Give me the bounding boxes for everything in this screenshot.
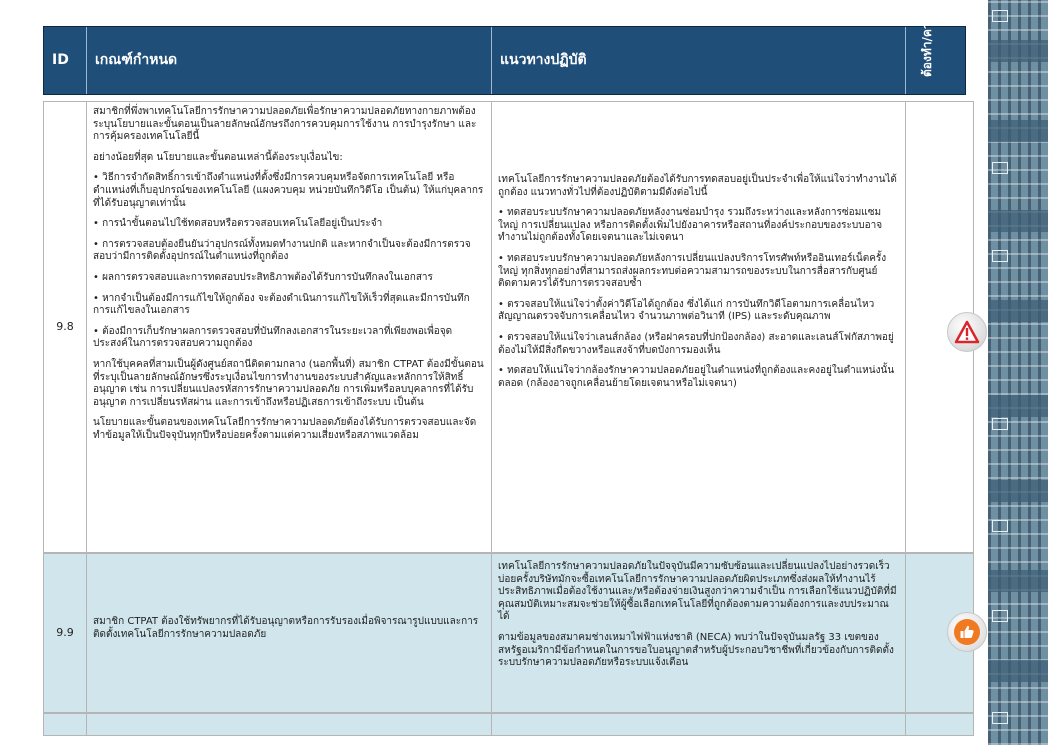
criteria-text: สมาชิกที่พึ่งพาเทคโนโลยีการรักษาความปลอดภัยเพื่อรักษาความปลอดภัยทางกายภาพต้องระบุนโยบายและขั้นตอนเป็นลายลักษณ์อักษรถึงการควบคุมการใช้งาน การบำรุงรักษา และการคุ้มครองเทคโนโลยีนี้ (93, 106, 477, 143)
decorative-side-strip (988, 0, 1048, 745)
criteria-text: • หากจำเป็นต้องมีการแก้ไขให้ถูกต้อง จะต้องดำเนินการแก้ไขให้เร็วที่สุดและมีการบันทึกการแก้ไขลงในเอกสาร (93, 292, 470, 317)
action-cell (906, 102, 973, 552)
table-row (43, 101, 974, 553)
criteria-text: หากใช้บุคคลที่สามเป็นผู้ดังศูนย์สถานีติดตามกลาง (นอกพื้นที่) สมาชิก CTPAT ต้องมีขั้นตอนที่ระบุเป็นลายลักษณ์อักษรซึ่งระบุเงื่อนไขการทำงานของระบบสำคัญและหลักการให้สิทธิ์อนุญาต เช่น การเปลี่ยนแปลงรหัสการรักษาความปลอดภัย การเพิ่มหรือลบบุคลากรที่ได้รับอนุญาต การเปลี่ยนรหัสผ่าน และการเข้าถึงหรือปฏิเสธการเข้าถึงระบบ เป็นต้น (93, 358, 484, 408)
guidance-text: ตามข้อมูลของสมาคมช่างเหมาไฟฟ้าแห่งชาติ (NECA) พบว่าในปัจจุบันมลรัฐ 33 เขตของสหรัฐอเมริกามีข้อกำหนดในการขอใบอนุญาตสำหรับผู้ประกอบวิชาชีพที่เกี่ยวข้องกับการติดตั้งระบบรักษาความปลอดภัยหรือระบบแจ้งเตือน (498, 631, 894, 669)
criteria-text: สมาชิก CTPAT ต้องใช้ทรัพยากรที่ได้รับอนุญาตหรือการรับรองเมื่อพิจารณารูปแบบและการติดตั้งเทคโนโลยีการรักษาความปลอดภัย (93, 616, 479, 640)
header-criteria: เกณฑ์กำหนด (87, 27, 492, 94)
guidance-cell (492, 554, 906, 712)
header-action (906, 1, 965, 94)
criteria-text: อย่างน้อยที่สุด นโยบายและขั้นตอนเหล่านี้ต้องระบุเงื่อนไข: (93, 151, 343, 163)
table-header (43, 1, 966, 95)
guidance-cell (492, 102, 906, 552)
warning-triangle-icon (947, 312, 987, 352)
header-id: ID (44, 27, 87, 94)
criteria-cell (87, 102, 492, 552)
row-id-empty (44, 714, 87, 735)
action-cell (906, 554, 973, 712)
criteria-text: • ต้องมีการเก็บรักษาผลการตรวจสอบที่บันทึกลงเอกสารในระยะเวลาที่เพียงพอเพื่อจุดประสงค์ในการตรวจสอบความถูกต้อง (93, 325, 453, 350)
row-id: 9.8 (44, 102, 87, 552)
guidance-text: • ทดสอบระบบรักษาความปลอดภัยหลังการเปลี่ยนแปลงบริการโทรศัพท์หรืออินเทอร์เน็ตครั้งใหญ่ ทุกสิ่งทุกอย่างที่สามารถส่งผลกระทบต่อความสามารถของระบบในการสื่อสารกับศูนย์ติดตามควรได้รับการตรวจสอบซ้ำ (498, 252, 887, 290)
criteria-text: • การนำขั้นตอนไปใช้ทดสอบหรือตรวจสอบเทคโนโลยีอยู่เป็นประจำ (93, 218, 383, 230)
row-id: 9.9 (44, 554, 87, 712)
guidance-text: เทคโนโลยีการรักษาความปลอดภัยในปัจจุบันมีความซับซ้อนและเปลี่ยนแปลงไปอย่างรวดเร็ว บ่อยครั้งบริษัทมักจะซื้อเทคโนโลยีการรักษาความปลอดภัยผิดประเภทซึ่งส่งผลให้ทำงานไร้ประสิทธิภาพเมื่อต้องใช้งานและ/หรือต้องจ่ายเงินสูงกว่าความจำเป็น การเลือกใช้แนวปฏิบัติที่มีคุณสมบัติเหมาะสมจะช่วยให้ผู้ซื้อเลือกเทคโนโลยีที่ถูกต้องตามความต้องการและงบประมาณได้ (498, 561, 897, 623)
guidance-text: • ทดสอบให้แน่ใจว่ากล้องรักษาความปลอดภัยอยู่ในตำแหน่งที่ถูกต้องและคงอยู่ในตำแหน่งนั้นตลอด (กล้องอาจถูกเคลื่อนย้ายโดยเจตนาหรือไม่เจตนา) (498, 365, 895, 389)
criteria-text: • ผลการตรวจสอบและการทดสอบประสิทธิภาพต้องได้รับการบันทึกลงในเอกสาร (93, 271, 433, 283)
header-guidance: แนวทางปฏิบัติ (492, 27, 906, 94)
criteria-cell (87, 554, 492, 712)
criteria-cell-empty (87, 714, 492, 735)
criteria-text: นโยบายและขั้นตอนของเทคโนโลยีการรักษาความปลอดภัยต้องได้รับการตรวจสอบและจัดทำข้อมูลให้เป็นปัจจุบันทุกปีหรือบ่อยครั้งตามแต่ความเสี่ยงหรือสภาพแวดล้อม (93, 417, 477, 441)
criteria-text: • วิธีการจำกัดสิทธิ์การเข้าถึงตำแหน่งที่ตั้งซึ่งมีการควบคุมหรือจัดการเทคโนโลยี หรือตำแหน่งที่เก็บอุปกรณ์ของเทคโนโลยี (แผงควบคุม หน่วยบันทึกวิดีโอ เป็นต้น) ให้แก่บุคลากรที่ได้รับอนุญาตเท่านั้น (93, 172, 484, 209)
guidance-text: • ทดสอบระบบรักษาความปลอดภัยหลังงานซ่อมบำรุง รวมถึงระหว่างและหลังการซ่อมแซมใหญ่ การเปลี่ยนแปลง หรือการติดตั้งเพิ่มไปยังอาคารหรือสถานที่องค์ประกอบของระบบอาจทำงานไม่ถูกต้องทั้งโดยเจตนาและไม่เจตนา (498, 207, 883, 244)
guidance-text: • ตรวจสอบให้แน่ใจว่าเลนส์กล้อง (หรือฝาครอบที่ปกป้องกล้อง) สะอาดและเลนส์โฟกัสภาพอยู่ ต้องไม่ให้มีสิ่งกีดขวางหรือแสงจ้าที่บดบังการมองเห็น (498, 331, 894, 356)
thumbs-up-icon (947, 612, 987, 652)
guidance-text: • ตรวจสอบให้แน่ใจว่าตั้งค่าวิดีโอได้ถูกต้อง ซึ่งได้แก่ การบันทึกวิดีโอตามการเคลื่อนไหว สัญญาณตรวจจับการเคลื่อนไหว จำนวนภาพต่อวินาที (IPS) และระดับคุณภาพ (498, 298, 875, 323)
action-cell-empty (906, 714, 973, 735)
guidance-text: เทคโนโลยีการรักษาความปลอดภัยต้องได้รับการทดสอบอยู่เป็นประจำเพื่อให้แน่ใจว่าทำงานได้ถูกต้อง แนวทางทั่วไปที่ต้องปฏิบัติตามมีดังต่อไปนี้ (498, 174, 897, 198)
guidance-cell-empty (492, 714, 906, 735)
criteria-text: • การตรวจสอบต้องยืนยันว่าอุปกรณ์ทั้งหมดทำงานปกติ และหากจำเป็นจะต้องมีการตรวจสอบว่ามีการติดตั้งอุปกรณ์ในตำแหน่งที่ถูกต้อง (93, 238, 471, 263)
table-row (43, 553, 974, 713)
header-action-label: ต้องทำ/ควรทำ (920, 1, 934, 77)
table-row-empty (43, 713, 974, 736)
